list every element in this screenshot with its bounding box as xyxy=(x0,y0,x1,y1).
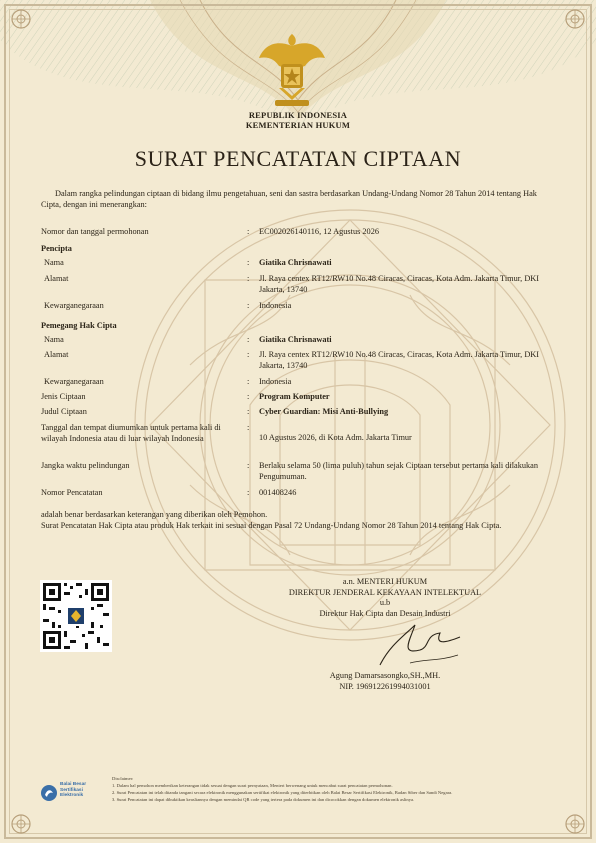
field-value: EC00202614011​6, 12 Agustus 2026 xyxy=(259,227,380,236)
field-label: Kewarganegaraan xyxy=(44,301,104,310)
signature-line-4: Direktur Hak Cipta dan Desain Industri xyxy=(319,608,451,618)
corner-ornament-icon xyxy=(8,6,34,32)
qr-code-icon[interactable] xyxy=(40,580,112,652)
holder-heading: Pemegang Hak Cipta xyxy=(41,321,117,330)
garuda-emblem-icon xyxy=(257,30,327,108)
corner-ornament-icon xyxy=(562,6,588,32)
field-value: Indonesia xyxy=(259,377,292,386)
field-label: Jangka waktu pelindungan xyxy=(41,461,130,470)
field-label: Tanggal dan tempat diumumkan untuk pertama kali di wilayah Indonesia atau di luar wilayah Indonesia xyxy=(41,423,221,443)
issuer-header xyxy=(0,110,596,130)
field-value: 10 Agustus 2026, di Kota Adm. Jakarta Timur xyxy=(259,433,412,442)
field-label: Nama xyxy=(44,335,64,344)
disclaimer-heading: Disclaimer: xyxy=(112,776,134,781)
first-publication-row: Tanggal dan tempat diumumkan untuk pertama kali di wilayah Indonesia atau di luar wilayah Indonesia : 10 Agustus 2026, di Kota Adm. Jakarta Timur xyxy=(41,422,541,458)
bsre-logo-icon xyxy=(40,783,58,803)
field-value: Berlaku selama 50 (lima puluh) tahun sejak Ciptaan tersebut pertama kali dilakukan Pengumuman. xyxy=(259,461,539,481)
corner-ornament-icon xyxy=(562,811,588,837)
field-label: Kewarganegaraan xyxy=(44,377,104,386)
disclaimer-note: 2. Surat Pencatatan ini telah ditanda tangani secara elektronik menggunakan sertifikat elektronik yang diterbitkan oleh Balai Besar Sertifikasi Elektronik, Badan Siber dan Sandi Negara. xyxy=(112,790,453,795)
field-label: Jenis Ciptaan xyxy=(41,392,86,401)
signature-line-1: a.n. MENTERI HUKUM xyxy=(342,577,428,586)
creator-heading: Pencipta xyxy=(41,244,72,253)
field-value: Jl. Raya centex RT12/RW10 No.48 Ciracas, Ciracas, Kota Adm. Jakarta Timur, DKI Jakarta, 13740 xyxy=(259,274,540,294)
field-label: Nama xyxy=(44,258,64,267)
field-value: Indonesia xyxy=(259,301,292,310)
disclaimer-note: 1. Dalam hal pemohon memberikan keterangan tidak sesuai dengan surat pernyataan, Menteri berwenang untuk mencabut surat pencatatan permohonan. xyxy=(112,783,393,788)
field-value: 001408246 xyxy=(259,488,297,497)
closing-statement xyxy=(41,509,543,531)
disclaimer-notes xyxy=(112,775,562,803)
field-value: Jl. Raya centex RT12/RW10 No.48 Ciracas, Ciracas, Kota Adm. Jakarta Timur, DKI Jakarta, 13740 xyxy=(259,350,540,370)
signature-line-2: DIREKTUR JENDERAL KEKAYAAN INTELEKTUAL xyxy=(288,587,482,597)
field-label: Nomor Pencatatan xyxy=(41,488,103,497)
corner-ornament-icon xyxy=(8,811,34,837)
field-value: Program Komputer xyxy=(259,392,330,401)
signature-block xyxy=(250,577,520,619)
field-label: Alamat xyxy=(44,274,69,283)
field-label: Alamat xyxy=(44,350,69,359)
signer-block xyxy=(300,670,470,692)
country-name: REPUBLIK INDONESIA xyxy=(248,110,348,120)
ministry-name: KEMENTERIAN HUKUM xyxy=(245,120,351,130)
signer-name: Agung Damarsasongko,SH.,MH. xyxy=(329,671,441,680)
closing-line-2: Surat Pencatatan Hak Cipta atau produk Hak terkait ini sesuai dengan Pasal 72 Undang-Undang Nomor 28 Tahun 2014 tentang Hak Cipta. xyxy=(41,521,502,530)
field-label: Nomor dan tanggal permohonan xyxy=(41,227,149,236)
field-value: Giatika Chrisnawati xyxy=(259,258,332,267)
handwritten-signature xyxy=(370,615,470,670)
signer-nip: NIP. 196912261994031001 xyxy=(339,682,431,691)
document-title: SURAT PENCATATAN CIPTAAN xyxy=(134,146,462,171)
field-value: Giatika Chrisnawati xyxy=(259,335,332,344)
field-label: Judul Ciptaan xyxy=(41,407,87,416)
intro-paragraph: Dalam rangka pelindungan ciptaan di bidang ilmu pengetahuan, seni dan sastra berdasarkan Undang-Undang Nomor 28 Tahun 2014 tentang Hak Cipta, dengan ini menerangkan: xyxy=(41,189,537,209)
closing-line-1: adalah benar berdasarkan keterangan yang diberikan oleh Pemohon. xyxy=(41,510,268,519)
bsre-label: Balai Besar Sertifikasi Elektronik xyxy=(60,782,87,799)
certificate-page: REPUBLIK INDONESIA KEMENTERIAN HUKUM SURAT PENCATATAN CIPTAAN Dalam rangka pelindungan ciptaan di bidang ilmu pengetahuan, seni dan sastra berdasarkan Undang-Undang Nomor 28 Tahun 2014 tentang Hak Cipta, dengan ini menerangkan: Nomor dan tanggal permohonan : EC00202614011​6, 12 Agustus 2026 Pencipta Nama : Giatika Chrisnawati Alamat : Jl. Raya centex RT12/RW10 No.48 Ciracas, Ciracas, Kota Adm. Jakarta Timur, DKI Jakarta, 13740 Kewarganegaraan : Indonesia Pemegang Hak Cipta Nama : Giatika Chrisnawati Alamat : Jl. Raya centex RT12/RW10 No.48 Ciracas, Ciracas, Kota Adm. Jakarta Timur, DKI Jakarta, 13740 Kewarganegaraan : Indonesia Jenis Ciptaan : Program Komputer Judul Ciptaan : Cyber Guardian: Misi Anti-Bullying Tanggal dan tempat diumumkan untuk pertama kali di wilayah Indonesia atau di luar wilayah Indonesia : 10 Agustus 2026, di Kota Adm. Jakarta Timur Jangka waktu pelindungan : Berlaku selama 50 (lima puluh) tahun sejak Ciptaan tersebut pertama kali dilakukan Pengumuman. Nomor Pencatatan : 001408246 adalah benar berdasarkan keterangan yang diberikan oleh Pemohon. Surat Pencatatan Hak Cipta atau produk Hak terkait ini sesuai dengan Pasal 72 Undang-Undang Nomor 28 Tahun 2014 tentang Hak Cipta. a.n. MENTERI HUKUM DIREKTUR JENDERAL KEKAYAAN INTELEKTUAL u.b Direktur Hak Cipta dan Desain Industri Agung Damarsasongko,SH.,MH. NIP. 196912261994031001 Balai Besar Sertifikasi Elektronik Disclaimer: 1. Dalam hal pemohon memberikan keterangan tidak sesuai dengan surat pernyataan, Menteri berwenang untuk mencabut surat pencatatan permohonan. 2. Surat Pencatatan ini telah ditanda tangani secara elektronik menggunakan sertifikat elektronik yang diterbitkan oleh Balai Besar Sertifikasi Elektronik, Badan Siber dan Sandi Negara. 3. Surat Pencatatan ini dapat dibuktikan keasliannya dengan memindai QR code yang tertera pada dokumen ini dan dicocokkan dengan dokumen elektronik aslinya. xyxy=(0,0,596,843)
signature-line-3: u.b xyxy=(379,598,391,607)
disclaimer-note: 3. Surat Pencatatan ini dapat dibuktikan keasliannya dengan memindai QR code yang tertera pada dokumen ini dan dicocokkan dengan dokumen elektronik aslinya. xyxy=(112,797,415,802)
field-value: Cyber Guardian: Misi Anti-Bullying xyxy=(259,407,389,416)
